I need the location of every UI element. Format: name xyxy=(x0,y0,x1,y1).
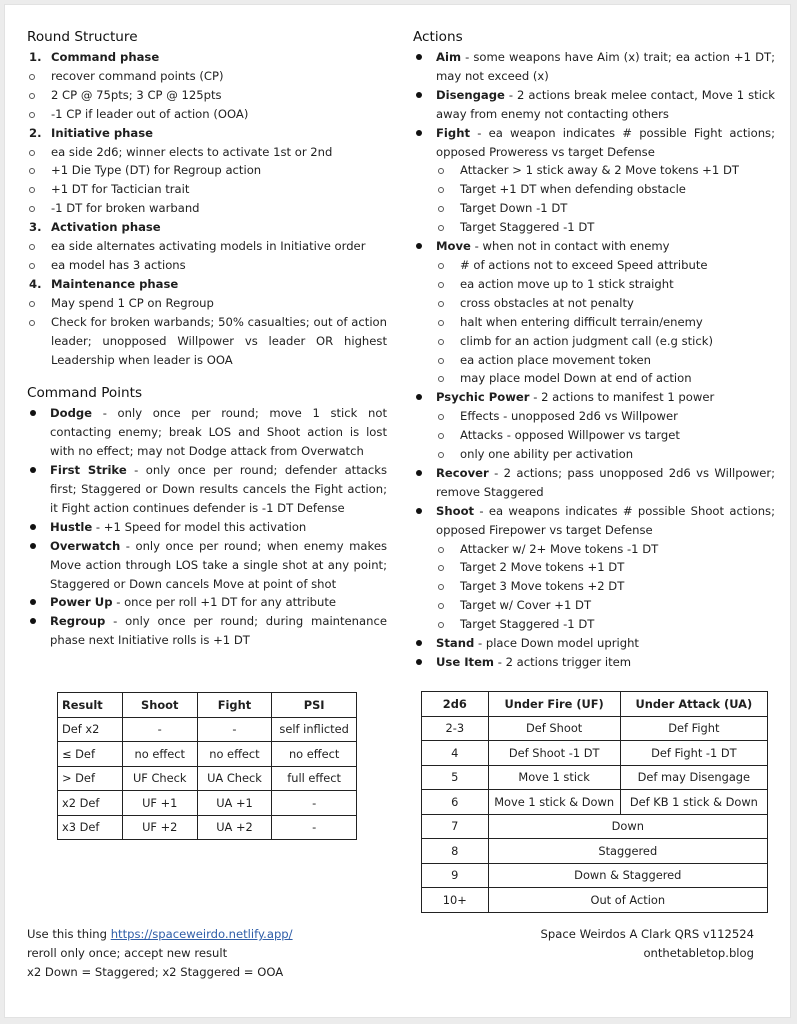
table-cell: Def Shoot xyxy=(488,716,620,741)
circle-bullet-icon xyxy=(438,206,444,212)
item-term: Power Up xyxy=(50,595,113,610)
list-item xyxy=(413,653,775,672)
circle-bullet-icon xyxy=(438,452,444,458)
table-cell: UF Check xyxy=(122,766,197,791)
sub-list-item xyxy=(27,256,387,275)
footer-notes xyxy=(27,925,293,982)
circle-bullet-icon xyxy=(438,358,444,364)
sub-list-item xyxy=(436,180,775,199)
item-description: - place Down model upright xyxy=(474,636,639,651)
sub-list-item xyxy=(27,86,387,105)
sub-list-item xyxy=(27,143,387,162)
list-item xyxy=(27,593,387,612)
item-description: - 2 actions; pass unopposed 2d6 vs Willpower; remove Staggered xyxy=(436,465,775,499)
bullet-icon xyxy=(416,470,422,476)
bullet-icon xyxy=(416,243,422,249)
circle-bullet-icon xyxy=(29,244,35,250)
table-cell: full effect xyxy=(272,766,357,791)
sub-list-item xyxy=(27,294,387,313)
item-text xyxy=(436,124,775,162)
column-header: 2d6 xyxy=(422,692,489,717)
item-term: Use Item xyxy=(436,655,495,669)
sub-list-item xyxy=(27,161,387,180)
sub-list-item xyxy=(27,237,387,256)
circle-bullet-icon xyxy=(438,301,444,307)
circle-bullet-icon xyxy=(29,320,35,326)
table-cell-merged: Down xyxy=(488,814,767,839)
sub-list-item xyxy=(436,199,775,218)
table-row xyxy=(422,765,768,790)
sub-item-text: Target 2 Move tokens +1 DT xyxy=(460,560,625,575)
sub-list xyxy=(436,407,775,464)
phase-title: Initiative phase xyxy=(51,125,153,140)
item-description: - +1 Speed for model this activation xyxy=(92,519,307,534)
table-row xyxy=(422,888,768,913)
table-cell: Move 1 stick xyxy=(488,765,620,790)
table-cell: - xyxy=(272,791,357,816)
bullet-icon xyxy=(416,130,422,136)
footer-link-line xyxy=(27,925,293,944)
item-text xyxy=(436,86,775,124)
item-description: - once per roll +1 DT for any attribute xyxy=(112,595,337,610)
item-term: Stand xyxy=(436,636,475,651)
sub-list-item xyxy=(436,540,775,559)
sub-list-item xyxy=(436,313,775,332)
phase-item xyxy=(27,124,387,219)
column-header: Fight xyxy=(197,693,272,718)
circle-bullet-icon xyxy=(438,263,444,269)
footer-link-prefix: Use this thing xyxy=(27,927,111,941)
item-text xyxy=(436,464,775,502)
list-item xyxy=(27,612,387,650)
item-description: - only once per round; when enemy makes Move action through LOS take a single shot at any point; Staggered or Down cancels Move at point of shot xyxy=(50,538,387,591)
table-cell: UA +1 xyxy=(197,791,272,816)
item-term: Overwatch xyxy=(50,538,121,553)
bullet-icon xyxy=(416,640,422,646)
sub-item-text: Check for broken warbands; 50% casualties; out of action leader; unopposed Willpower vs leader OR highest Leadership when leader is OOA xyxy=(51,314,387,367)
sub-item-text: halt when entering difficult terrain/enemy xyxy=(460,314,703,329)
list-item xyxy=(27,537,387,594)
table-cell: 6 xyxy=(422,790,489,815)
table-row xyxy=(58,791,357,816)
item-text xyxy=(50,612,387,650)
sub-item-text: 2 CP @ 75pts; 3 CP @ 125pts xyxy=(51,87,222,102)
sub-item-text: Target Down -1 DT xyxy=(460,201,568,216)
table-row xyxy=(58,717,357,742)
circle-bullet-icon xyxy=(438,282,444,288)
sub-list-item xyxy=(436,294,775,313)
sub-item-text: Attacks - opposed Willpower vs target xyxy=(460,428,680,443)
circle-bullet-icon xyxy=(438,225,444,231)
credit-line: Space Weirdos A Clark QRS v112524 xyxy=(540,927,754,941)
sub-item-text: # of actions not to exceed Speed attribute xyxy=(460,257,708,272)
table-row xyxy=(58,766,357,791)
table-cell: 8 xyxy=(422,839,489,864)
circle-bullet-icon xyxy=(438,584,444,590)
bullet-icon xyxy=(416,508,422,514)
bullet-icon xyxy=(30,599,36,605)
sub-list-item xyxy=(27,313,387,370)
sub-item-text: Target Staggered -1 DT xyxy=(460,617,595,632)
item-term: Recover xyxy=(436,465,489,480)
table-cell: 9 xyxy=(422,863,489,888)
list-item xyxy=(413,388,775,464)
round-structure-heading: Round Structure xyxy=(27,29,138,45)
bullet-icon xyxy=(30,524,36,530)
bullet-icon xyxy=(416,659,422,665)
sub-item-text: Target +1 DT when defending obstacle xyxy=(460,182,686,197)
list-item xyxy=(27,518,387,537)
sub-list xyxy=(27,237,387,275)
sub-list xyxy=(27,67,387,124)
item-term: Regroup xyxy=(50,614,106,629)
list-item xyxy=(413,502,775,634)
column-header: Under Attack (UA) xyxy=(620,692,767,717)
bullet-icon xyxy=(30,618,36,624)
phase-list xyxy=(27,48,387,369)
column-header: Under Fire (UF) xyxy=(488,692,620,717)
circle-bullet-icon xyxy=(29,187,35,193)
sub-list-item xyxy=(27,199,387,218)
sub-list-item xyxy=(436,161,775,180)
item-description: - 2 actions break melee contact, Move 1 stick away from enemy not contacting others xyxy=(436,87,775,121)
spaceweirdo-link[interactable]: https://spaceweirdo.netlify.app/ xyxy=(110,927,293,941)
circle-bullet-icon xyxy=(29,263,35,269)
bullet-icon xyxy=(30,467,36,473)
sub-list-item xyxy=(436,558,775,577)
table-cell: Def Fight xyxy=(620,716,767,741)
item-term: Shoot xyxy=(436,503,475,518)
sub-list-item xyxy=(436,596,775,615)
circle-bullet-icon xyxy=(29,150,35,156)
list-item xyxy=(413,48,775,86)
sub-item-text: ea action place movement token xyxy=(460,352,651,367)
sub-list-item xyxy=(436,445,775,464)
item-text xyxy=(436,237,775,256)
item-description: - 2 actions trigger item xyxy=(494,655,632,669)
bullet-icon xyxy=(416,394,422,400)
table-row xyxy=(422,863,768,888)
table-cell: Move 1 stick & Down xyxy=(488,790,620,815)
sub-item-text: may place model Down at end of action xyxy=(460,371,692,386)
results-header-row xyxy=(58,693,357,718)
sub-item-text: +1 Die Type (DT) for Regroup action xyxy=(51,163,262,178)
circle-bullet-icon xyxy=(438,168,444,174)
item-description: - some weapons have Aim (x) trait; ea action +1 DT; may not exceed (x) xyxy=(436,50,775,83)
table-cell: self inflicted xyxy=(272,717,357,742)
table-row xyxy=(422,741,768,766)
table-row xyxy=(58,742,357,767)
table-cell: 10+ xyxy=(422,888,489,913)
sub-item-text: only one ability per activation xyxy=(460,447,634,462)
sub-list-item xyxy=(436,275,775,294)
phase-title: Command phase xyxy=(51,50,160,64)
left-column xyxy=(27,27,387,650)
table-cell-merged: Down & Staggered xyxy=(488,863,767,888)
item-term: Move xyxy=(436,239,471,254)
item-text xyxy=(436,388,775,407)
table-cell: UA Check xyxy=(197,766,272,791)
sub-list-item xyxy=(436,407,775,426)
item-text xyxy=(436,48,775,86)
column-header: Result xyxy=(58,693,123,718)
table-row xyxy=(422,790,768,815)
sub-list xyxy=(436,161,775,237)
footer-reroll-note: reroll only once; accept new result xyxy=(27,946,228,960)
item-text xyxy=(50,518,387,537)
sub-item-text: +1 DT for Tactician trait xyxy=(51,182,190,197)
table-cell: x2 Def xyxy=(58,791,123,816)
list-item xyxy=(413,464,775,502)
status-table xyxy=(421,691,768,913)
table-cell: Def x2 xyxy=(58,717,123,742)
command-points-heading: Command Points xyxy=(27,385,143,402)
list-item xyxy=(413,86,775,124)
table-cell: Def KB 1 stick & Down xyxy=(620,790,767,815)
circle-bullet-icon xyxy=(438,376,444,382)
sub-item-text: Target w/ Cover +1 DT xyxy=(460,598,592,613)
item-text xyxy=(436,653,775,672)
sub-item-text: cross obstacles at not penalty xyxy=(460,295,634,310)
table-cell: - xyxy=(272,815,357,840)
circle-bullet-icon xyxy=(438,603,444,609)
table-row xyxy=(422,839,768,864)
circle-bullet-icon xyxy=(438,414,444,420)
sub-item-text: Target 3 Move tokens +2 DT xyxy=(460,579,625,594)
sub-list xyxy=(27,143,387,219)
table-cell: UF +1 xyxy=(122,791,197,816)
phase-number: 3. xyxy=(29,220,42,235)
table-cell: x3 Def xyxy=(58,815,123,840)
sub-list-item xyxy=(27,180,387,199)
sub-list-item xyxy=(436,369,775,388)
item-description: - only once per round; defender attacks first; Staggered or Down results cancels the Fight action; it Fight action continues defender is -1 DT Defense xyxy=(50,463,388,515)
item-term: Fight xyxy=(436,125,470,140)
sub-item-text: Attacker > 1 stick away & 2 Move tokens +1 DT xyxy=(460,163,739,178)
item-description: - 2 actions to manifest 1 power xyxy=(529,390,715,405)
table-cell: Def Fight -1 DT xyxy=(620,741,767,766)
circle-bullet-icon xyxy=(29,168,35,174)
footer-credits xyxy=(541,925,754,963)
circle-bullet-icon xyxy=(438,187,444,193)
item-text xyxy=(436,502,775,540)
reference-sheet xyxy=(4,4,791,1018)
table-cell: no effect xyxy=(272,742,357,767)
sub-item-text: -1 CP if leader out of action (OOA) xyxy=(51,106,249,121)
table-row xyxy=(422,716,768,741)
item-description: - ea weapons indicates # possible Shoot actions; opposed Firepower vs target Defense xyxy=(436,503,775,537)
sub-list-item xyxy=(27,105,387,124)
item-text xyxy=(50,461,387,518)
sub-list-item xyxy=(27,67,387,86)
item-text xyxy=(50,537,387,594)
sub-list-item xyxy=(436,426,775,445)
footer-status-note: x2 Down = Staggered; x2 Staggered = OOA xyxy=(27,965,284,979)
sub-list-item xyxy=(436,218,775,237)
list-item xyxy=(413,124,775,237)
item-text xyxy=(436,634,775,653)
sub-item-text: ea model has 3 actions xyxy=(51,257,186,272)
bullet-icon xyxy=(416,54,422,60)
sub-item-text: ea side 2d6; winner elects to activate 1st or 2nd xyxy=(51,144,333,159)
list-item xyxy=(413,237,775,388)
phase-title: Maintenance phase xyxy=(51,276,179,291)
actions-heading: Actions xyxy=(413,29,463,45)
sub-list-item xyxy=(436,577,775,596)
table-cell: - xyxy=(122,717,197,742)
item-term: Psychic Power xyxy=(436,390,530,405)
table-cell: 2-3 xyxy=(422,716,489,741)
phase-number: 2. xyxy=(29,125,42,140)
table-row xyxy=(58,815,357,840)
circle-bullet-icon xyxy=(438,565,444,571)
table-cell: no effect xyxy=(197,742,272,767)
right-column xyxy=(413,27,775,672)
sub-list xyxy=(436,256,775,388)
circle-bullet-icon xyxy=(29,93,35,99)
column-header: PSI xyxy=(272,693,357,718)
sub-list-item xyxy=(436,256,775,275)
sub-item-text: May spend 1 CP on Regroup xyxy=(51,295,214,310)
bullet-icon xyxy=(30,543,36,549)
item-description: - ea weapon indicates # possible Fight actions; opposed Proweress vs target Defense xyxy=(436,125,775,159)
table-cell: - xyxy=(197,717,272,742)
item-term: Dodge xyxy=(50,406,93,421)
circle-bullet-icon xyxy=(438,433,444,439)
sub-item-text: Attacker w/ 2+ Move tokens -1 DT xyxy=(460,541,659,556)
item-text xyxy=(50,404,387,461)
table-cell: Def may Disengage xyxy=(620,765,767,790)
table-cell: 4 xyxy=(422,741,489,766)
results-table xyxy=(57,692,357,840)
phase-item xyxy=(27,275,387,370)
phase-number: 1. xyxy=(29,50,42,64)
item-term: Aim xyxy=(436,50,462,64)
table-cell: Def Shoot -1 DT xyxy=(488,741,620,766)
sub-item-text: recover command points (CP) xyxy=(51,68,224,83)
phase-item xyxy=(27,218,387,275)
command-points-list xyxy=(27,404,387,650)
sub-list-item xyxy=(436,332,775,351)
circle-bullet-icon xyxy=(29,206,35,212)
item-term: Disengage xyxy=(436,87,505,102)
sub-item-text: Target Staggered -1 DT xyxy=(460,220,595,235)
phase-item xyxy=(27,48,387,124)
list-item xyxy=(413,634,775,653)
table-row xyxy=(422,814,768,839)
item-description: - only once per round; during maintenance phase next Initiative rolls is +1 DT xyxy=(50,614,387,648)
table-cell: UF +2 xyxy=(122,815,197,840)
table-cell-merged: Staggered xyxy=(488,839,767,864)
column-header: Shoot xyxy=(122,693,197,718)
table-cell-merged: Out of Action xyxy=(488,888,767,913)
table-cell: UA +2 xyxy=(197,815,272,840)
sub-list xyxy=(436,540,775,635)
item-description: - only once per round; move 1 stick not contacting enemy; break LOS and Shoot action is lost with no effect; may not Dodge attack from Overwatch xyxy=(50,406,387,459)
status-header-row xyxy=(422,692,768,717)
circle-bullet-icon xyxy=(438,339,444,345)
phase-number: 4. xyxy=(29,276,42,291)
actions-list xyxy=(413,48,775,672)
table-cell: 5 xyxy=(422,765,489,790)
list-item xyxy=(27,461,387,518)
circle-bullet-icon xyxy=(438,547,444,553)
sub-item-text: climb for an action judgment call (e.g stick) xyxy=(460,333,713,348)
bullet-icon xyxy=(30,410,36,416)
sub-list-item xyxy=(436,351,775,370)
table-cell: ≤ Def xyxy=(58,742,123,767)
sub-list-item xyxy=(436,615,775,634)
sub-item-text: Effects - unopposed 2d6 vs Willpower xyxy=(460,409,678,424)
circle-bullet-icon xyxy=(29,74,35,80)
sub-list xyxy=(27,294,387,370)
sub-item-text: ea action move up to 1 stick straight xyxy=(460,276,674,291)
item-term: First Strike xyxy=(50,463,127,478)
bullet-icon xyxy=(416,92,422,98)
sub-item-text: ea side alternates activating models in Initiative order xyxy=(51,239,366,254)
item-description: - when not in contact with enemy xyxy=(470,239,670,254)
circle-bullet-icon xyxy=(29,301,35,307)
sub-item-text: -1 DT for broken warband xyxy=(51,201,200,216)
table-cell: > Def xyxy=(58,766,123,791)
site-line: onthetabletop.blog xyxy=(643,946,754,960)
table-cell: no effect xyxy=(122,742,197,767)
circle-bullet-icon xyxy=(438,320,444,326)
phase-title: Activation phase xyxy=(51,220,161,235)
table-cell: 7 xyxy=(422,814,489,839)
circle-bullet-icon xyxy=(438,622,444,628)
item-text xyxy=(50,593,387,612)
item-term: Hustle xyxy=(50,519,93,534)
list-item xyxy=(27,404,387,461)
circle-bullet-icon xyxy=(29,112,35,118)
